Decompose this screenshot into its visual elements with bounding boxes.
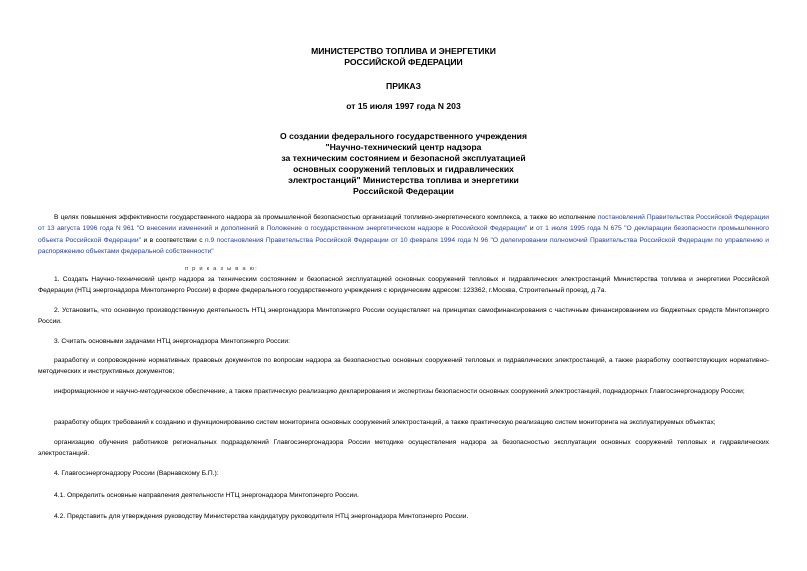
task-2 [38,386,769,397]
preamble-text: В целях повышения эффективности государственного надзора за промышленной безопасностью организаций топливно-энергетического комплекса, а также во исполнение [54,214,598,221]
task-3 [38,417,769,428]
task-3-text: разработку общих требований к созданию и функционированию систем мониторинга основных сооружений электростанций, а также практическую реализацию систем мониторинга на эксплуатируемых объектах; [54,419,716,426]
link-decree-96[interactable]: п.9 постановления Правительства Российской Федерации от 10 февраля 1994 года N 96 "О делегировании полномочий Правительства Российской Федерации по управлению и распоряжению объектами федеральной собственности" [38,236,769,255]
preamble-text: и [527,225,537,233]
date-number: от 15 июля 1997 года N 203 [346,101,461,111]
item-2 [38,305,769,328]
subject-line: Российской Федерации [353,186,454,196]
task-4 [38,437,769,460]
subject-line: "Научно-технический центр надзора [325,142,482,152]
subject-line: О создании федерального государственного учреждения [280,131,527,141]
ministry-line-2: РОССИЙСКОЙ ФЕДЕРАЦИИ [344,57,463,67]
task-1 [38,355,769,378]
item-1 [38,274,769,297]
item-4-2-text: 4.2. Представить для утверждения руководству Министерства кандидатуру руководителя НТЦ энергонадзора Минтопэнерго России. [54,513,469,520]
subject-line: основных сооружений тепловых и гидравлических [293,164,514,174]
item-4-1-text: 4.1. Определить основные направления деятельности НТЦ энергонадзора Минтопэнерго России. [54,492,359,499]
subject-line: за техническим состоянием и безопасной эксплуатацией [281,153,526,163]
preamble-text: и в соответствии с [141,236,205,244]
task-2-text: информационное и научно-методическое обеспечение, а также практическую реализацию декларирования и экспертизы безопасности основных сооружений электростанций, поднадзорных Главгосэнергонадзору России; [54,388,745,395]
subject-line: электростанций" Министерства топлива и энергетики [288,175,519,185]
item-2-text: 2. Установить, что основную производственную деятельность НТЦ энергонадзора Минтопэнерго России осуществляет на принципах самофинансирования с частичным финансированием из бюджетных средств Минтопэнерго России. [38,307,769,326]
item-1-text: 1. Создать Научно-технический центр надзора за техническим состоянием и безопасной эксплуатацией основных сооружений тепловых и гидравлических электростанций Министерства топлива и энергетики Российской Федерации (НТЦ энергонадзора Минтопэнерго России) в форме федерального государственного учреждения с юридическим адресом: 123362, г.Москва, Строительный проезд, д.7а. [38,276,769,295]
item-4 [38,468,769,479]
item-4-1 [38,490,769,501]
link-decree-675[interactable]: от 1 июля 1995 года N 675 "О декларации безопасности промышленного объекта Российской Федерации" [38,225,769,244]
preamble [38,212,769,257]
ministry-line-1: МИНИСТЕРСТВО ТОПЛИВА И ЭНЕРГЕТИКИ [311,46,496,56]
doc-type: ПРИКАЗ [386,81,421,91]
ministry-heading [0,46,807,68]
task-4-text: организацию обучения работников региональных подразделений Главгосэнергонадзора России методике осуществления надзора за безопасностью эксплуатации основных сооружений тепловых и гидравлических электростанций. [38,439,769,458]
item-3 [38,336,769,347]
item-3-text: 3. Считать основными задачами НТЦ энергонадзора Минтопэнерго России: [54,338,290,345]
document-subject [0,131,807,197]
item-4-text: 4. Главгосэнергонадзору России (Варнавскому Б.П.): [54,470,219,477]
task-1-text: разработку и сопровождение нормативных правовых документов по вопросам надзора за безопасностью основных сооружений тепловых и гидравлических электростанций, а также разработку соответствующих нормативно-методических и инструктивных документов; [38,357,769,376]
link-decree-961[interactable]: постановлений Правительства Российской Федерации от 13 августа 1996 года N 961 "О внесении изменений и дополнений в Положение о государственном энергетическом надзоре в Российской Федерации" [38,214,769,233]
item-4-2 [38,511,769,522]
order-word-text: п р и к а з ы в а ю: [185,266,258,272]
